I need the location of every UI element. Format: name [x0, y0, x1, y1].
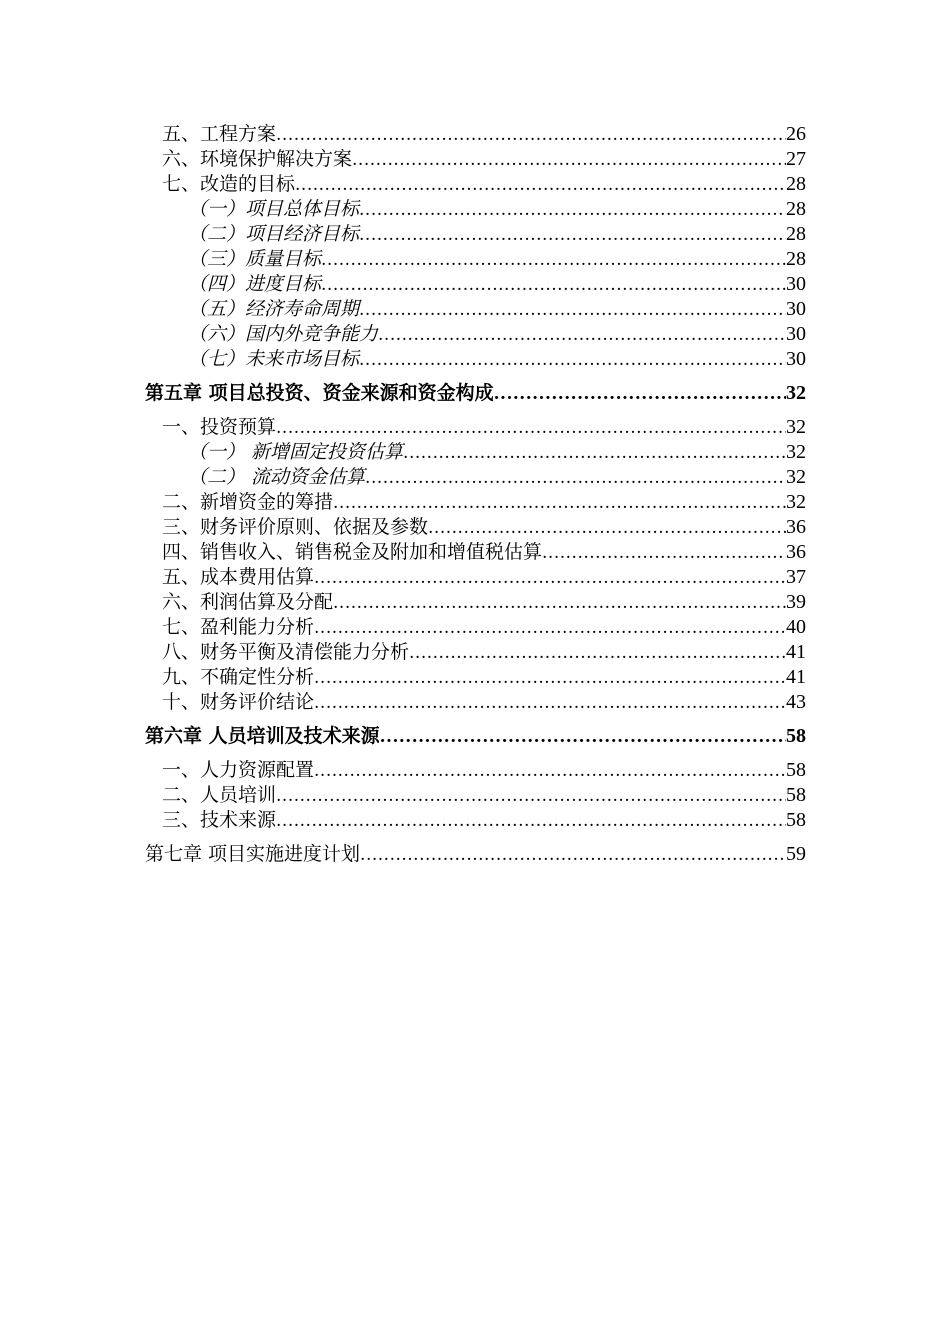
toc-page-number: 32: [786, 382, 806, 404]
toc-entry[interactable]: [145, 515, 806, 540]
toc-entry[interactable]: [145, 783, 806, 808]
toc-page-number: 30: [786, 348, 806, 370]
toc-entry-label: 五、工程方案: [162, 123, 277, 145]
toc-entry[interactable]: [145, 465, 806, 490]
toc-entry-label: （五）经济寿命周期: [188, 298, 360, 320]
toc-page-number: 32: [786, 466, 806, 488]
toc-entry[interactable]: [145, 758, 806, 783]
toc-page-number: 58: [786, 809, 806, 831]
toc-entry[interactable]: [145, 147, 806, 172]
toc-entry[interactable]: [145, 808, 806, 833]
toc-entry-label: 六、利润估算及分配: [162, 591, 334, 613]
toc-chapter-6[interactable]: [145, 724, 806, 749]
leader-dots: [321, 248, 786, 272]
toc-entry[interactable]: [145, 172, 806, 197]
toc-page-number: 30: [786, 298, 806, 320]
leader-dots: [378, 323, 786, 347]
toc-entry[interactable]: [145, 640, 806, 665]
toc-entry[interactable]: [145, 272, 806, 297]
toc-entry[interactable]: [145, 490, 806, 515]
toc-page-number: 26: [786, 123, 806, 145]
leader-dots: [352, 148, 786, 172]
toc-page-number: 32: [786, 441, 806, 463]
toc-chapter-7[interactable]: [145, 842, 806, 867]
toc-entry-label: 三、技术来源: [162, 809, 277, 831]
leader-dots: [542, 541, 786, 565]
toc-entry-label: （三）质量目标: [188, 248, 322, 270]
toc-entry-label: 十、财务评价结论: [162, 691, 315, 713]
leader-dots: [295, 173, 786, 197]
leader-dots: [403, 441, 786, 465]
toc-page-number: 43: [786, 691, 806, 713]
toc-entry[interactable]: [145, 122, 806, 147]
leader-dots: [359, 348, 786, 372]
toc-entry-label: （七）未来市场目标: [188, 348, 360, 370]
toc-chapter-label: 第五章 项目总投资、资金来源和资金构成: [145, 382, 494, 404]
toc-chapter-label: 第七章 项目实施进度计划: [145, 843, 361, 865]
leader-dots: [428, 516, 786, 540]
toc-page-number: 28: [786, 248, 806, 270]
toc-entry-label: 二、人员培训: [162, 784, 277, 806]
toc-entry-label: 三、财务评价原则、依据及参数: [162, 516, 429, 538]
toc-entry-label: （一） 新增固定投资估算: [188, 441, 404, 463]
toc-page-number: 58: [786, 759, 806, 781]
toc-entry[interactable]: [145, 690, 806, 715]
leader-dots: [359, 198, 786, 222]
toc-entry-label: 五、成本费用估算: [162, 566, 315, 588]
leader-dots: [314, 666, 786, 690]
toc-entry-label: 九、不确定性分析: [162, 666, 315, 688]
toc-page-number: 36: [786, 516, 806, 538]
toc-entry[interactable]: [145, 247, 806, 272]
toc-entry[interactable]: [145, 415, 806, 440]
leader-dots: [314, 691, 786, 715]
toc-page-number: 59: [786, 843, 806, 865]
leader-dots: [359, 298, 786, 322]
toc-page-number: 28: [786, 223, 806, 245]
toc-entry-label: 八、财务平衡及清偿能力分析: [162, 641, 410, 663]
leader-dots: [409, 641, 786, 665]
leader-dots: [494, 382, 786, 406]
toc-page-number: 58: [786, 725, 806, 747]
leader-dots: [276, 784, 786, 808]
toc-entry[interactable]: [145, 222, 806, 247]
toc-entry-label: 四、销售收入、销售税金及附加和增值税估算: [162, 541, 543, 563]
toc-entry-label: 六、环境保护解决方案: [162, 148, 353, 170]
toc-entry-label: 七、改造的目标: [162, 173, 296, 195]
toc-page-number: 30: [786, 273, 806, 295]
leader-dots: [276, 123, 786, 147]
toc-page-number: 28: [786, 198, 806, 220]
toc-entry[interactable]: [145, 197, 806, 222]
toc-entry[interactable]: [145, 590, 806, 615]
toc-page-number: 37: [786, 566, 806, 588]
toc-entry[interactable]: [145, 297, 806, 322]
toc-entry-label: （一）项目总体目标: [188, 198, 360, 220]
leader-dots: [314, 759, 786, 783]
toc-entry-label: 二、新增资金的筹措: [162, 491, 334, 513]
toc-entry-label: （二）项目经济目标: [188, 223, 360, 245]
toc-page-number: 41: [786, 666, 806, 688]
leader-dots: [333, 591, 786, 615]
leader-dots: [276, 809, 786, 833]
toc-page-number: 32: [786, 491, 806, 513]
toc-entry[interactable]: [145, 347, 806, 372]
toc-entry[interactable]: [145, 565, 806, 590]
toc-chapter-label: 第六章 人员培训及技术来源: [145, 725, 380, 747]
toc-entry[interactable]: [145, 615, 806, 640]
toc-entry[interactable]: [145, 665, 806, 690]
leader-dots: [359, 223, 786, 247]
leader-dots: [276, 416, 786, 440]
toc-entry[interactable]: [145, 540, 806, 565]
toc-page-number: 36: [786, 541, 806, 563]
toc-entry[interactable]: [145, 322, 806, 347]
leader-dots: [365, 466, 786, 490]
toc-page-number: 40: [786, 616, 806, 638]
toc-page-number: 27: [786, 148, 806, 170]
toc-page-number: 30: [786, 323, 806, 345]
toc-page-number: 28: [786, 173, 806, 195]
toc-entry-label: 七、盈利能力分析: [162, 616, 315, 638]
leader-dots: [360, 843, 786, 867]
toc-entry[interactable]: [145, 440, 806, 465]
toc-entry-label: 一、投资预算: [162, 416, 277, 438]
leader-dots: [321, 273, 786, 297]
toc-chapter-5[interactable]: [145, 381, 806, 406]
toc-entry-label: （四）进度目标: [188, 273, 322, 295]
toc-page-number: 58: [786, 784, 806, 806]
toc-page-number: 41: [786, 641, 806, 663]
toc-page-number: 32: [786, 416, 806, 438]
toc-entry-label: 一、人力资源配置: [162, 759, 315, 781]
toc-entry-label: （六）国内外竞争能力: [188, 323, 379, 345]
toc-entry-label: （二） 流动资金估算: [188, 466, 366, 488]
table-of-contents: [145, 122, 806, 867]
toc-page-number: 39: [786, 591, 806, 613]
leader-dots: [333, 491, 786, 515]
leader-dots: [314, 566, 786, 590]
leader-dots: [314, 616, 786, 640]
leader-dots: [380, 725, 786, 749]
